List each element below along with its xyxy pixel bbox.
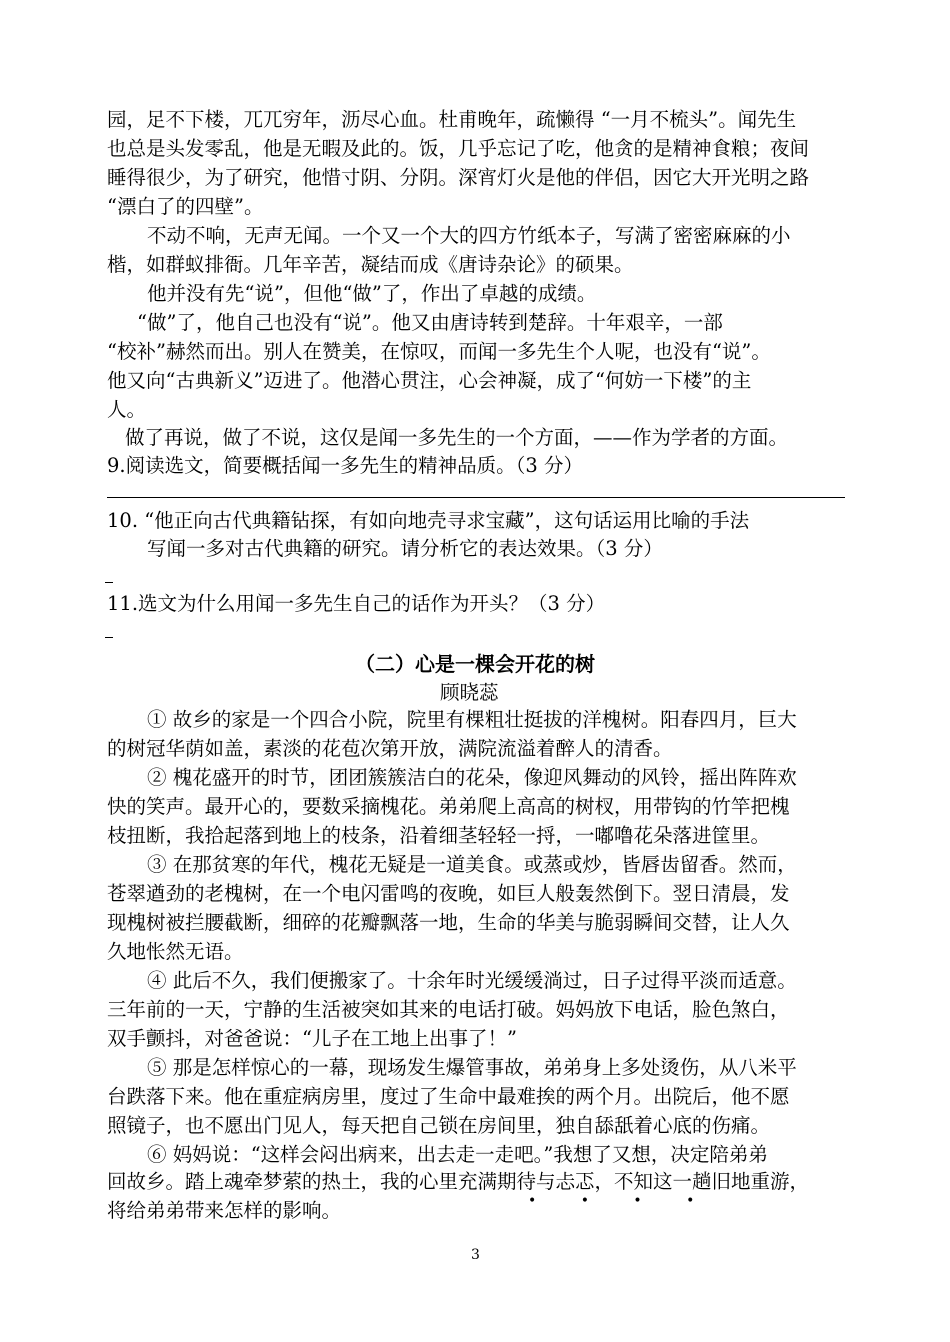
passage1-line-6: 楷，如群蚁排衙。几年辛苦，凝结而成《唐诗杂论》的硕果。 bbox=[107, 253, 634, 276]
passage2-author: 顾晓蕊 bbox=[440, 681, 499, 704]
passage1-line-9: “校补”赫然而出。别人在赞美，在惊叹，而闻一多先生个人呢，也没有“说”。 bbox=[107, 340, 771, 363]
passage2-line-5: 枝扭断，我拾起落到地上的枝条，沿着细茎轻轻一捋，一嘟噜花朵落进筐里。 bbox=[107, 824, 771, 847]
answer-line-q10[interactable] bbox=[105, 582, 113, 583]
passage2-line-15: 照镜子，也不愿出门见人，每天把自己锁在房间里，独自舔舐着心底的伤痛。 bbox=[107, 1114, 771, 1137]
answer-line-q11[interactable] bbox=[105, 637, 113, 638]
passage1-line-2: 也总是头发零乱，他是无暇及此的。饭，几乎忘记了吃，他贪的是精神食粮；夜间 bbox=[107, 137, 810, 160]
passage1-line-8: “做”了，他自己也没有“说”。他又由唐诗转到楚辞。十年艰辛，一部 bbox=[137, 311, 723, 334]
passage2-line-14: 台跌落下来。他在重症病房里，度过了生命中最难挨的两个月。出院后，他不愿 bbox=[107, 1085, 790, 1108]
passage2-line-7: 苍翠遒劲的老槐树，在一个电闪雷鸣的夜晚，如巨人般轰然倒下。翌日清晨，发 bbox=[107, 882, 790, 905]
passage1-line-10: 他又向“古典新义”迈进了。他潜心贯注，心会神凝，成了“何妨一下楼”的主 bbox=[107, 369, 752, 392]
passage2-line-16: ⑥ 妈妈说：“这样会闷出病来，出去走一走吧。”我想了又想，决定陪弟弟 bbox=[147, 1143, 768, 1166]
passage1-line-1: 园，足不下楼，兀兀穷年，沥尽心血。杜甫晚年，疏懒得 “一月不梳头”。闻先生 bbox=[107, 108, 797, 131]
passage2-line-3: ② 槐花盛开的时节，团团簇簇洁白的花朵，像迎风舞动的风铃，摇出阵阵欢 bbox=[147, 766, 797, 789]
passage1-line-11: 人。 bbox=[107, 398, 147, 421]
passage2-line-17: 回故乡。踏上魂牵梦萦的热土，我的心里充满期待与忐忑，不知这一趟旧地重游， bbox=[107, 1170, 810, 1193]
passage2-line-10: ④ 此后不久，我们便搬家了。十余年时光缓缓淌过，日子过得平淡而适意。 bbox=[147, 969, 797, 992]
passage1-line-5: 不动不响，无声无闻。一个又一个大的四方竹纸本子，写满了密密麻麻的小 bbox=[147, 224, 791, 247]
passage2-line-11: 三年前的一天，宁静的生活被突如其来的电话打破。妈妈放下电话，脸色煞白， bbox=[107, 998, 790, 1021]
passage2-line-13: ⑤ 那是怎样惊心的一幕，现场发生爆管事故，弟弟身上多处烫伤，从八米平 bbox=[147, 1056, 797, 1079]
page-number: 3 bbox=[471, 1247, 480, 1263]
question-10-line-1: 10. “他正向古代典籍钻探，有如向地壳寻求宝藏”，这句话运用比喻的手法 bbox=[107, 509, 750, 532]
passage2-title: （二）心是一棵会开花的树 bbox=[355, 652, 595, 676]
passage1-line-3: 睡得很少，为了研究，他惜寸阴、分阴。深宵灯火是他的伴侣，因它大开光明之路 bbox=[107, 166, 810, 189]
answer-line-q9[interactable] bbox=[107, 497, 845, 498]
passage2-line-18: 将给弟弟带来怎样的影响。 bbox=[107, 1199, 342, 1222]
question-10-line-2: 写闻一多对古代典籍的研究。请分析它的表达效果。（3 分） bbox=[147, 537, 663, 560]
passage2-line-4: 快的笑声。最开心的，要数采摘槐花。弟弟爬上高高的树杈，用带钩的竹竿把槐 bbox=[107, 795, 790, 818]
passage2-line-8: 现槐树被拦腰截断，细碎的花瓣飘落一地，生命的华美与脆弱瞬间交替，让人久 bbox=[107, 911, 790, 934]
passage2-line-6: ③ 在那贫寒的年代，槐花无疑是一道美食。或蒸或炒，皆唇齿留香。然而， bbox=[147, 853, 797, 876]
question-9: 9.阅读选文，简要概括闻一多先生的精神品质。（3 分） bbox=[107, 454, 583, 477]
passage2-line-2: 的树冠华荫如盖，素淡的花苞次第开放，满院流溢着醉人的清香。 bbox=[107, 737, 673, 760]
passage2-line-12: 双手颤抖，对爸爸说：“儿子在工地上出事了！” bbox=[107, 1027, 517, 1050]
passage1-line-12: 做了再说，做了不说，这仅是闻一多先生的一个方面，——作为学者的方面。 bbox=[125, 426, 789, 449]
emphasis-dots: • • • • bbox=[528, 1193, 715, 1209]
question-11: 11.选文为什么用闻一多先生自己的话作为开头？（3 分） bbox=[107, 592, 606, 615]
passage1-line-4: “漂白了的四壁”。 bbox=[107, 195, 264, 218]
passage2-line-1: ① 故乡的家是一个四合小院，院里有棵粗壮挺拔的洋槐树。阳春四月，巨大 bbox=[147, 708, 797, 731]
passage1-line-7: 他并没有先“说”，但他“做”了，作出了卓越的成绩。 bbox=[147, 282, 597, 305]
passage2-line-9: 久地怅然无语。 bbox=[107, 940, 244, 963]
